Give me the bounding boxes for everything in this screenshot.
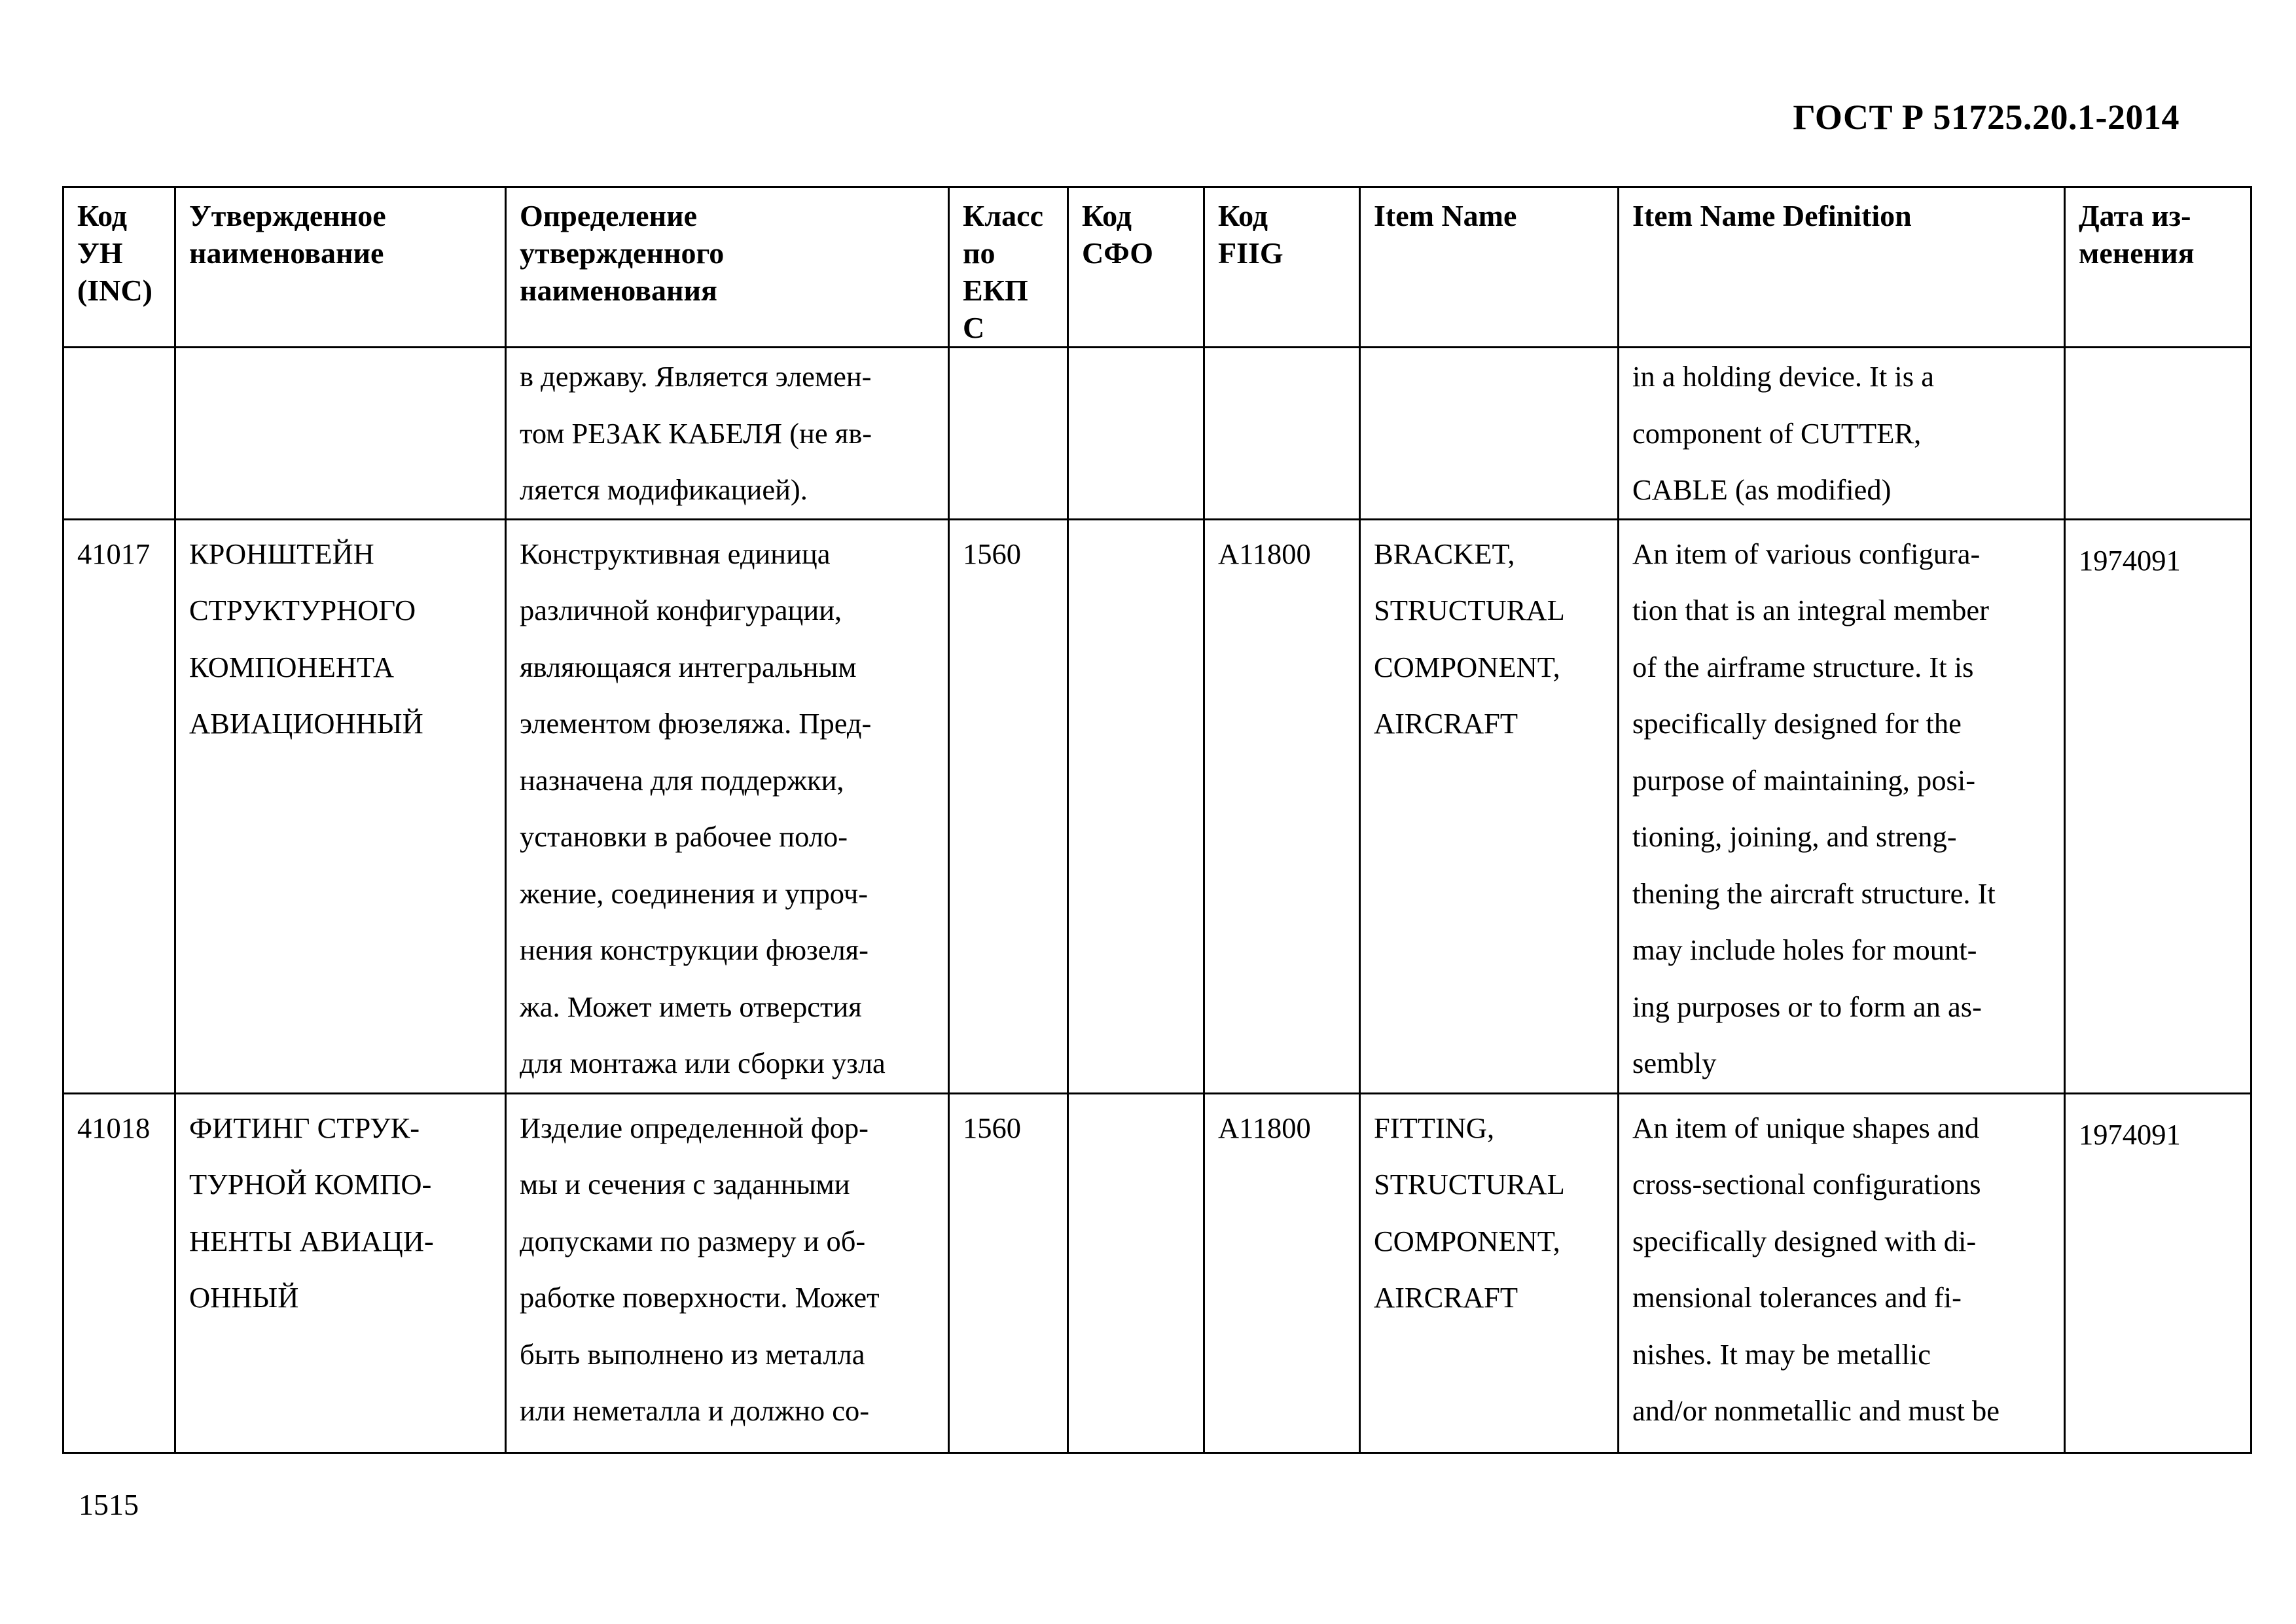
cell-sfo — [1068, 348, 1204, 520]
catalog-table — [62, 186, 2252, 1454]
table-row — [63, 519, 2251, 1093]
cell-item-name: FITTING, STRUCTURAL COMPONENT, AIRCRAFT — [1360, 1093, 1619, 1453]
header-class: Класс по ЕКП С — [949, 187, 1068, 348]
cell-definition-en: An item of unique shapes and cross-sectional configurations specifically designed with di- mensional tolerances and fi- nishes. It may be metallic and/or nonmetallic and must be — [1619, 1093, 2065, 1453]
header-sfo-code: Код СФО — [1068, 187, 1204, 348]
cell-inc: 41017 — [63, 519, 175, 1093]
cell-definition-en: An item of various configura- tion that is an integral member of the airframe structure. It is specifically designed for the purpose of maintaining, posi- tioning, joining, and streng- thening the aircraft structure. It may include holes for mount- ing purposes or to form an as- sembly — [1619, 519, 2065, 1093]
header-inc: Код УН (INC) — [63, 187, 175, 348]
cell-date: 1974091 — [2065, 519, 2251, 1093]
table-header-row — [63, 187, 2251, 348]
cell-fiig: A11800 — [1204, 1093, 1360, 1453]
cell-definition-ru: Конструктивная единица различной конфигурации, являющаяся интегральным элементом фюзеляжа. Пред- назначена для поддержки, установки в рабочее поло- жение, соединения и упроч- нения конструкции фюзеля- жа. Может иметь отверстия для монтажа или сборки узла — [506, 519, 949, 1093]
header-name-definition-ru: Определение утвержденного наименования — [506, 187, 949, 348]
cell-sfo — [1068, 1093, 1204, 1453]
cell-fiig — [1204, 348, 1360, 520]
cell-name-ru: ФИТИНГ СТРУК- ТУРНОЙ КОМПО- НЕНТЫ АВИАЦИ- ОННЫЙ — [175, 1093, 506, 1453]
cell-name-ru — [175, 348, 506, 520]
header-item-name-definition: Item Name Definition — [1619, 187, 2065, 348]
cell-date — [2065, 348, 2251, 520]
cell-date: 1974091 — [2065, 1093, 2251, 1453]
cell-definition-ru: в державу. Является элемен- том РЕЗАК КАБЕЛЯ (не яв- ляется модификацией). — [506, 348, 949, 520]
cell-class: 1560 — [949, 1093, 1068, 1453]
cell-class: 1560 — [949, 519, 1068, 1093]
document-code: ГОСТ Р 51725.20.1-2014 — [1793, 98, 2179, 137]
table-row-continuation — [63, 348, 2251, 520]
cell-sfo — [1068, 519, 1204, 1093]
cell-item-name: BRACKET, STRUCTURAL COMPONENT, AIRCRAFT — [1360, 519, 1619, 1093]
cell-class — [949, 348, 1068, 520]
cell-name-ru: КРОНШТЕЙН СТРУКТУРНОГО КОМПОНЕНТА АВИАЦИОННЫЙ — [175, 519, 506, 1093]
cell-definition-en: in a holding device. It is a component of CUTTER, CABLE (as modified) — [1619, 348, 2065, 520]
header-change-date: Дата из- менения — [2065, 187, 2251, 348]
cell-inc — [63, 348, 175, 520]
cell-definition-ru: Изделие определенной фор- мы и сечения с заданными допусками по размеру и об- работке поверхности. Может быть выполнено из металла или неметалла и должно со- — [506, 1093, 949, 1453]
table-row — [63, 1093, 2251, 1453]
cell-fiig: A11800 — [1204, 519, 1360, 1093]
header-fiig-code: Код FIIG — [1204, 187, 1360, 348]
cell-item-name — [1360, 348, 1619, 520]
header-item-name: Item Name — [1360, 187, 1619, 348]
cell-inc: 41018 — [63, 1093, 175, 1453]
header-approved-name: Утвержденное наименование — [175, 187, 506, 348]
page-number: 1515 — [79, 1488, 139, 1521]
